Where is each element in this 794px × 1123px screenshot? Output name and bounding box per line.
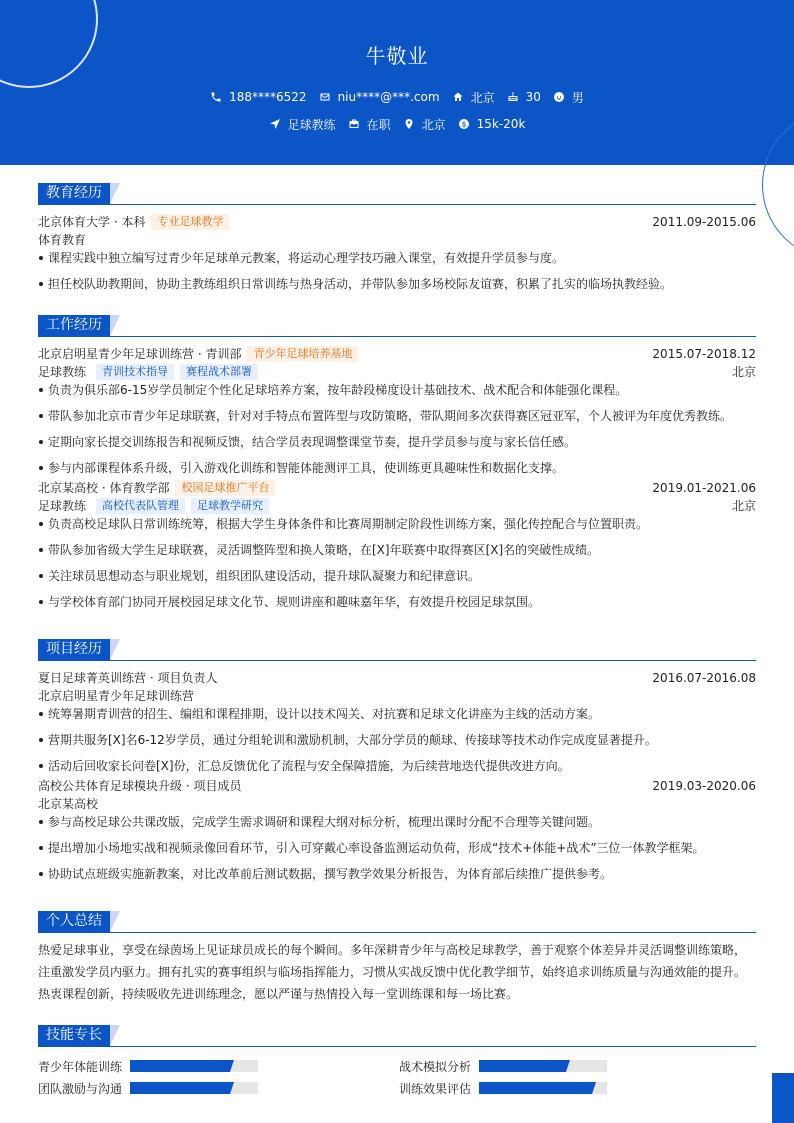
city-item <box>452 89 495 105</box>
age-text: 30 <box>525 90 541 104</box>
home-icon <box>452 91 464 103</box>
section-title: 工作经历 <box>38 315 110 336</box>
list-item: 担任校队助教期间，协助主教练组织日常训练与热身活动，并带队参加多场校际友谊赛，积累了扎实的临场执教经验。 <box>38 275 756 301</box>
project-org-row <box>38 795 756 813</box>
skill-name: 战术模拟分析 <box>399 1059 472 1074</box>
skill-tag: 青训技术指导 <box>96 364 174 380</box>
position-text: 足球教练 <box>287 117 336 132</box>
list-item: 关注球员思想动态与职业规划，组织团队建设活动，提升球队凝聚力和纪律意识。 <box>38 567 756 593</box>
education-date: 2011.09-2015.06 <box>652 215 756 229</box>
list-item: 定期向家长提交训练报告和视频反馈，结合学员表现调整课堂节奏，提升学员参与度与家长信任感。 <box>38 433 756 459</box>
section-header <box>38 911 756 933</box>
projects-section <box>38 639 756 891</box>
list-item: 营期共服务[X]名6-12岁学员，通过分组轮训和激励机制，大部分学员的颠球、传接球等技术动作完成度显著提升。 <box>38 731 756 757</box>
job-header-row <box>38 479 756 497</box>
major-name: 体育教育 <box>38 233 87 247</box>
job-tag: 校园足球推广平台 <box>175 480 275 496</box>
target-city-item <box>403 116 446 132</box>
summary-line: 注重激发学员内驱力。拥有扎实的赛事组织与临场指挥能力，习惯从实战反馈中优化教学细节，始终追求训练质量与沟通效能的提升。 <box>38 965 747 979</box>
cake-icon <box>507 91 519 103</box>
gender-icon <box>553 91 565 103</box>
list-item: 参与内部课程体系升级，引入游戏化训练和智能体能测评工具，使训练更具趣味性和数据化支撑。 <box>38 459 756 479</box>
job-org: 北京启明星青少年足球训练营 · 青训部 <box>38 347 242 361</box>
job-city: 北京 <box>731 365 756 379</box>
age-item <box>507 89 541 105</box>
skill-name: 青少年体能训练 <box>38 1059 123 1074</box>
skill-bar-fill <box>479 1082 592 1094</box>
project-name: 夏日足球菁英训练营 · 项目负责人 <box>38 671 218 685</box>
skill-name: 团队激励与沟通 <box>38 1081 123 1096</box>
skills-section <box>38 1025 756 1099</box>
work-section <box>38 315 756 619</box>
city-text: 北京 <box>470 90 495 105</box>
money-icon <box>458 118 470 130</box>
section-header <box>38 1025 756 1047</box>
list-item: 带队参加北京市青少年足球联赛，针对对手特点布置阵型与攻防策略，带队期间多次获得赛区冠亚军，个人被评为年度优秀教练。 <box>38 407 756 433</box>
skill-tag: 赛程战术部署 <box>180 364 258 380</box>
skill-item <box>399 1059 607 1073</box>
skill-bar <box>479 1060 607 1072</box>
project-header-row <box>38 777 756 795</box>
phone-item <box>210 89 306 105</box>
section-title: 教育经历 <box>38 183 110 204</box>
decorative-corner-block <box>772 1073 794 1123</box>
skill-bar <box>130 1060 258 1072</box>
project-date: 2019.03-2020.06 <box>652 779 756 793</box>
section-title: 项目经历 <box>38 639 110 660</box>
section-header <box>38 315 756 337</box>
send-icon <box>269 118 281 130</box>
candidate-name: 牛敬业 <box>365 44 429 68</box>
project-header-row <box>38 669 756 687</box>
skill-bar <box>479 1082 607 1094</box>
summary-line: 热爱足球事业，享受在绿茵场上见证球员成长的每个瞬间。多年深耕青少年与高校足球教学，善于观察个体差异并灵活调整训练策略， <box>38 943 747 957</box>
job-role-row <box>38 497 756 515</box>
salary-item <box>458 116 526 132</box>
phone-text: 188****6522 <box>229 90 307 104</box>
location-icon <box>403 118 415 130</box>
list-item: 负责为俱乐部6-15岁学员制定个性化足球培养方案，按年龄段梯度设计基础技术、战术配合和体能强化课程。 <box>38 381 756 407</box>
job-date: 2015.07-2018.12 <box>652 347 756 361</box>
job-date: 2019.01-2021.06 <box>652 481 756 495</box>
job-org: 北京某高校 · 体育教学部 <box>38 481 170 495</box>
section-header <box>38 183 756 205</box>
job-tag: 青少年足球培养基地 <box>247 346 358 362</box>
list-item: 带队参加省级大学生足球联赛，灵活调整阵型和换人策略，在[X]年联赛中取得赛区[X]名的突破性成绩。 <box>38 541 756 567</box>
skill-tag: 足球教学研究 <box>191 498 269 514</box>
project-org: 北京启明星青少年足球训练营 <box>38 689 195 703</box>
school-name: 北京体育大学 · 本科 <box>38 215 146 229</box>
position-item <box>269 116 336 132</box>
skill-item <box>38 1059 258 1073</box>
phone-icon <box>210 91 222 103</box>
email-text: niu****@***.com <box>337 90 440 104</box>
list-item: 统筹暑期青训营的招生、编组和课程排期，设计以技术闯关、对抗赛和足球文化讲座为主线的活动方案。 <box>38 705 756 731</box>
skill-bar-fill <box>130 1060 230 1072</box>
skill-item <box>38 1081 258 1095</box>
intent-row <box>0 116 794 132</box>
list-item: 活动后回收家长问卷[X]份，汇总反馈优化了流程与安全保障措施，为后续营地迭代提供改进方向。 <box>38 757 756 777</box>
target-city-text: 北京 <box>421 117 446 132</box>
project-date: 2016.07-2016.08 <box>652 671 756 685</box>
job-city: 北京 <box>731 499 756 513</box>
summary-text <box>38 939 756 1005</box>
section-title: 技能专长 <box>38 1025 110 1046</box>
project-name: 高校公共体育足球模块升级 · 项目成员 <box>38 779 242 793</box>
summary-line: 热衷课程创新，持续吸收先进训练理念，愿以严谨与热情投入每一堂训练课和每一场比赛。 <box>38 987 519 1001</box>
list-item: 协助试点班级实施新教案，对比改革前后测试数据，撰写教学效果分析报告，为体育部后续推广提供参考。 <box>38 865 756 891</box>
section-header <box>38 639 756 661</box>
skill-name: 训练效果评估 <box>399 1081 472 1096</box>
gender-item <box>553 89 584 105</box>
education-section <box>38 183 756 301</box>
job-role: 足球教练 <box>38 365 87 379</box>
email-item <box>319 89 440 105</box>
mail-icon <box>319 91 331 103</box>
section-title: 个人总结 <box>38 911 110 932</box>
skill-bar-fill <box>479 1060 566 1072</box>
contact-row <box>0 89 794 105</box>
skill-bar <box>130 1082 258 1094</box>
status-text: 在职 <box>366 117 391 132</box>
list-item: 与学校体育部门协同开展校园足球文化节、规则讲座和趣味嘉年华，有效提升校园足球氛围。 <box>38 593 756 619</box>
list-item: 提出增加小场地实战和视频录像回看环节，引入可穿戴心率设备监测运动负荷，形成“技术+体能+战术”三位一体教学框架。 <box>38 839 756 865</box>
skill-tag: 高校代表队管理 <box>96 498 185 514</box>
project-org: 北京某高校 <box>38 797 99 811</box>
briefcase-icon <box>348 118 360 130</box>
skills-grid <box>38 1055 756 1099</box>
education-row <box>38 213 756 231</box>
resume-header <box>0 0 794 165</box>
list-item: 参与高校足球公共课改版，完成学生需求调研和课程大纲对标分析，梳理出课时分配不合理等关键问题。 <box>38 813 756 839</box>
list-item: 负责高校足球队日常训练统筹，根据大学生身体条件和比赛周期制定阶段性训练方案，强化传控配合与位置职责。 <box>38 515 756 541</box>
job-role-row <box>38 363 756 381</box>
job-header-row <box>38 345 756 363</box>
major-row <box>38 231 756 249</box>
project-org-row <box>38 687 756 705</box>
skill-item <box>399 1081 607 1095</box>
skill-bar-fill <box>130 1082 230 1094</box>
summary-section <box>38 911 756 1005</box>
status-item <box>348 116 391 132</box>
salary-text: 15k-20k <box>476 117 526 131</box>
education-tag: 专业足球教学 <box>151 214 229 230</box>
gender-text: 男 <box>571 90 584 105</box>
list-item: 课程实践中独立编写过青少年足球单元教案，将运动心理学技巧融入课堂，有效提升学员参与度。 <box>38 249 756 275</box>
job-role: 足球教练 <box>38 499 87 513</box>
